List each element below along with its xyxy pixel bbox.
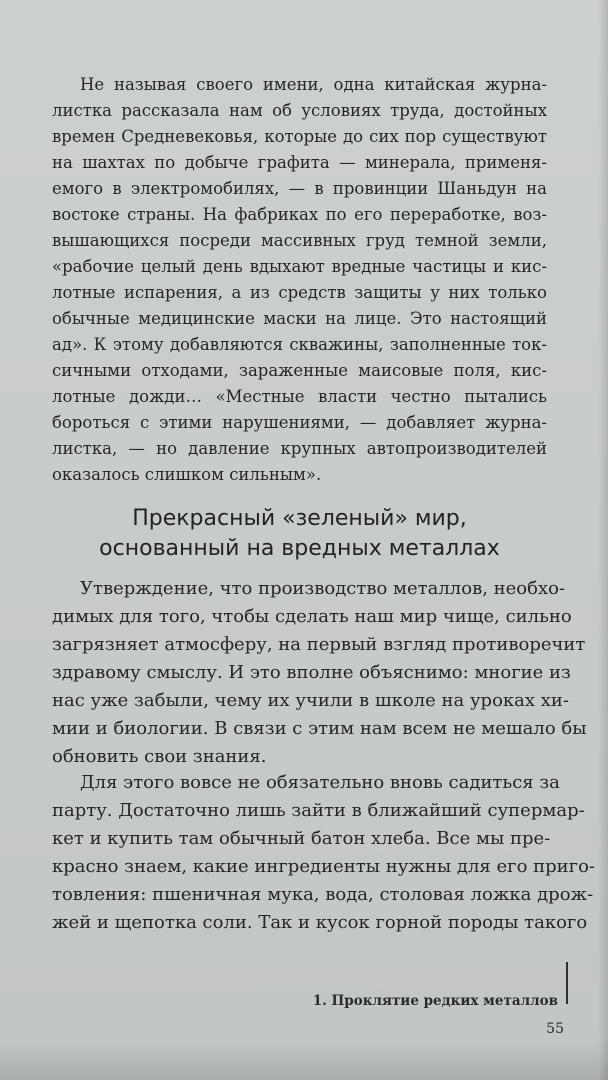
text-line: сичными отходами, зараженные маисовые поля, кис- [52,361,547,380]
text-line: ад». К этому добавляются скважины, заполненные ток- [52,335,547,354]
text-line: обновить свои знания. [52,746,267,767]
text-line: емого в электромобилях, — в провинции Шаньдун на [52,179,547,198]
text-line: бороться с этими нарушениями, — добавляет журна- [52,413,547,432]
page-number: 55 [546,1021,564,1037]
heading-line: Прекрасный «зеленый» мир, [132,506,467,531]
running-head: 1. Проклятие редких металлов [312,993,558,1009]
text-line: востоке страны. На фабриках по его переработке, воз- [52,205,547,224]
text-line: «рабочие целый день вдыхают вредные частицы и кис- [52,257,547,276]
page-edge-shadow [598,0,608,1080]
text-line: парту. Достаточно лишь зайти в ближайший супермар- [52,800,585,821]
text-line: времен Средневековья, которые до сих пор существуют [52,127,547,146]
text-line: мии и биологии. В связи с этим нам всем не мешало бы [52,718,587,739]
text-line: обычные медицинские маски на лице. Это настоящий [52,309,547,328]
text-line: Не называя своего имени, одна китайская журна- [80,75,547,94]
footer-divider [566,962,568,1004]
text-line: товления: пшеничная мука, вода, столовая ложка дрож- [52,884,594,905]
text-line: Утверждение, что производство металлов, необхо- [80,578,566,599]
text-line: кет и купить там обычный батон хлеба. Все мы пре- [52,828,551,849]
text-line: загрязняет атмосферу, на первый взгляд противоречит [52,634,586,655]
text-line: вышающихся посреди массивных груд темной земли, [52,231,547,250]
text-line: листка рассказала нам об условиях труда, достойных [52,101,547,120]
text-line: на шахтах по добыче графита — минерала, применя- [52,153,547,172]
heading-line: основанный на вредных металлах [99,536,500,561]
text-line: лотные дожди… «Местные власти честно пытались [52,387,547,406]
text-line: лотные испарения, а из средств защиты у них только [52,283,547,302]
text-line: Для этого вовсе не обязательно вновь садиться за [80,772,560,793]
text-line: димых для того, чтобы сделать наш мир чище, сильно [52,606,572,627]
text-line: нас уже забыли, чему их учили в школе на уроках хи- [52,690,569,711]
text-line: листка, — но давление крупных автопроизводителей [52,439,547,458]
text-line: красно знаем, какие ингредиенты нужны для его приго- [52,856,596,877]
text-line: оказалось слишком сильным». [52,465,322,484]
text-line: здравому смыслу. И это вполне объяснимо: многие из [52,662,571,683]
page-bottom-shadow [0,1040,608,1080]
text-line: жей и щепотка соли. Так и кусок горной породы такого [52,912,588,933]
